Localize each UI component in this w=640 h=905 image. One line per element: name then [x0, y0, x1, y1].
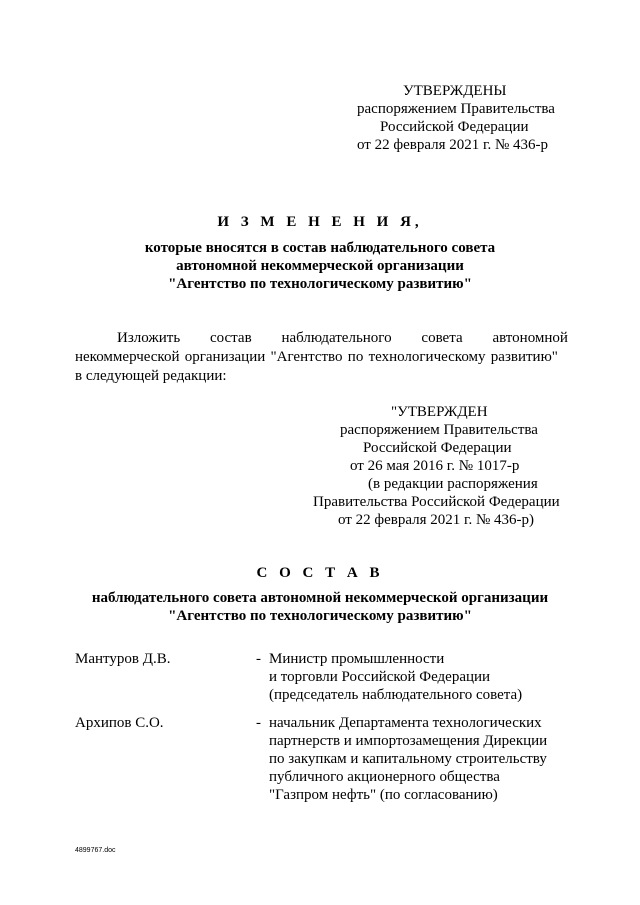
intro-word: Изложить: [117, 330, 181, 346]
changes-subtitle-1: которые вносятся в состав наблюдательного совета: [144, 240, 496, 256]
composition-subtitle-2: "Агентство по технологическому развитию": [168, 608, 472, 624]
changes-subtitle-2: автономной некоммерческой организации: [176, 258, 464, 274]
intro-word: автономной: [492, 330, 568, 346]
approved-block-line-7: от 22 февраля 2021 г. № 436-р): [338, 512, 535, 528]
document-id: 4899767.doc: [75, 847, 116, 854]
member-name: Мантуров Д.В.: [75, 651, 171, 667]
member-position-line: "Газпром нефть" (по согласованию): [269, 787, 498, 803]
composition-subtitle-1: наблюдательного совета автономной некоммерческой организации: [91, 590, 549, 606]
approval-line-1: распоряжением Правительства: [357, 101, 555, 117]
approval-line-2: Российской Федерации: [380, 119, 529, 135]
member-position-line: по закупкам и капитальному строительству: [269, 751, 547, 767]
member-dash: -: [256, 651, 261, 667]
member-position-line: публичного акционерного общества: [269, 769, 500, 785]
approved-block-line-4: от 26 мая 2016 г. № 1017-р: [350, 458, 520, 474]
changes-subtitle-3: "Агентство по технологическому развитию": [168, 276, 472, 292]
approved-block-line-5: (в редакции распоряжения: [368, 476, 538, 492]
member-position-line: начальник Департамента технологических: [269, 715, 542, 731]
changes-heading: И З М Е Н Е Н И Я,: [217, 214, 423, 230]
approved-block-line-2: распоряжением Правительства: [340, 422, 538, 438]
member-position-line: партнерств и импортозамещения Дирекции: [269, 733, 548, 749]
approved-block-line-6: Правительства Российской Федерации: [313, 494, 560, 510]
intro-line-1: [75, 329, 568, 348]
intro-line-2: некоммерческой организации "Агентство по технологическому развитию": [75, 349, 558, 365]
approval-title: УТВЕРЖДЕНЫ: [403, 83, 507, 99]
approved-block-line-1: "УТВЕРЖДЕН: [391, 404, 488, 420]
intro-paragraph: [75, 329, 568, 386]
intro-word: состав: [209, 330, 252, 346]
member-dash: -: [256, 715, 261, 731]
member-position-line: (председатель наблюдательного совета): [269, 687, 523, 703]
member-position-line: и торговли Российской Федерации: [269, 669, 491, 685]
intro-word: наблюдательного: [281, 330, 392, 346]
intro-word: совета: [421, 330, 463, 346]
approved-block-line-3: Российской Федерации: [363, 440, 512, 456]
intro-line-3: в следующей редакции:: [75, 368, 227, 384]
approval-line-3: от 22 февраля 2021 г. № 436-р: [357, 137, 549, 153]
composition-heading: С О С Т А В: [256, 565, 384, 581]
member-position-line: Министр промышленности: [269, 651, 445, 667]
member-name: Архипов С.О.: [75, 715, 164, 731]
